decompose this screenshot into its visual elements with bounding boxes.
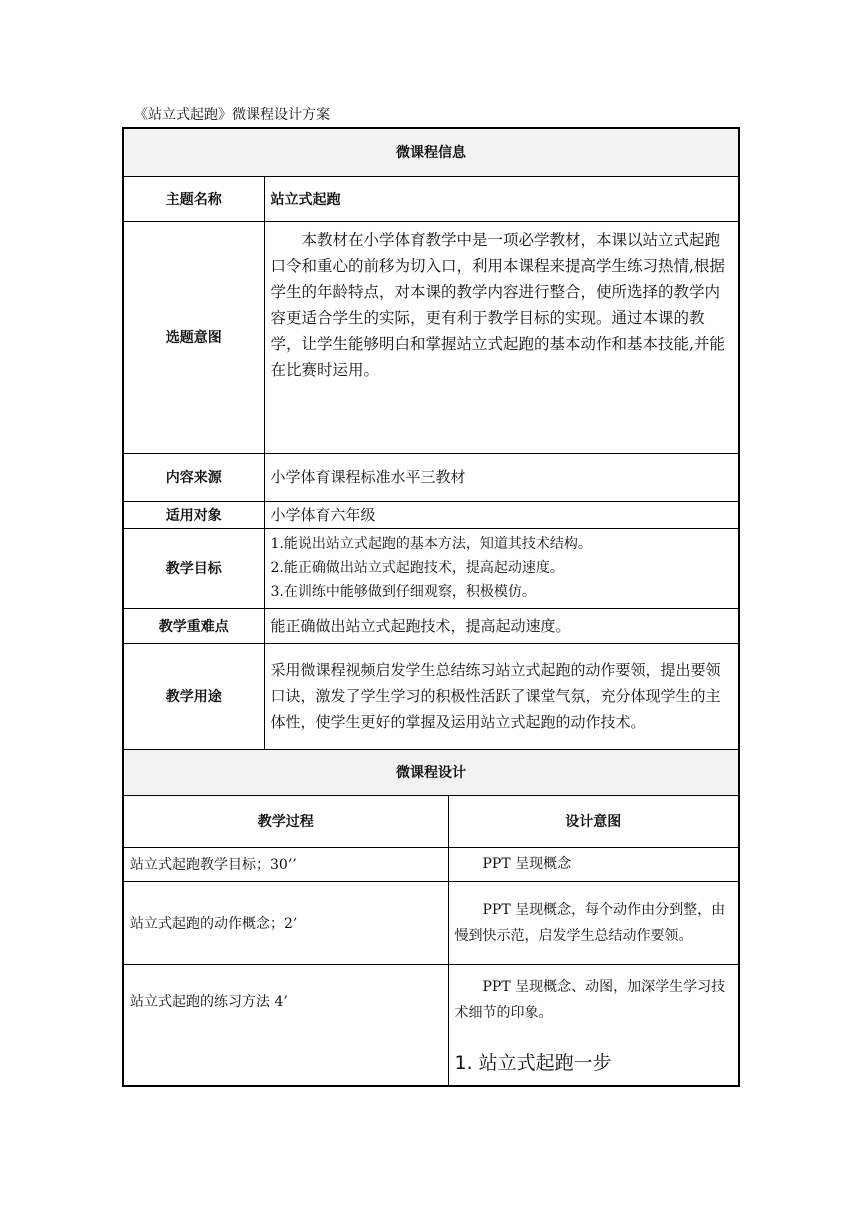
process-cell: 站立式起跑的练习方法 4’ bbox=[123, 964, 448, 1086]
intent-text: PPT 呈现概念、动图，加深学生学习技术细节的印象。 bbox=[454, 978, 726, 1021]
section-header-design: 微课程设计 bbox=[123, 749, 739, 795]
label-key-points: 教学重难点 bbox=[123, 608, 264, 643]
document-title: 《站立式起跑》微课程设计方案 bbox=[134, 107, 330, 123]
goal-item: 2.能正确做出站立式起跑技术，提高起动速度。 bbox=[270, 560, 564, 576]
value-topic: 站立式起跑 bbox=[264, 176, 739, 221]
value-key-points: 能正确做出站立式起跑技术，提高起动速度。 bbox=[264, 608, 739, 643]
label-intent: 选题意图 bbox=[123, 221, 264, 453]
column-header-intent: 设计意图 bbox=[448, 795, 739, 847]
value-intent-cell bbox=[264, 221, 739, 453]
label-usage: 教学用途 bbox=[123, 643, 264, 749]
label-goals: 教学目标 bbox=[123, 528, 264, 608]
value-usage: 采用微课程视频启发学生总结练习站立式起跑的动作要领，提出要领口诀，激发了学生学习的积极性活跃了课堂气氛，充分体现学生的主体性，使学生更好的掌握及运用站立式起跑的动作技术。 bbox=[264, 643, 739, 749]
value-intent: 本教材在小学体育教学中是一项必学教材，本课以站立式起跑口令和重心的前移为切入口，利用本课程来提高学生练习热情,根据学生的年龄特点，对本课的教学内容进行整合，使所选择的教学内容更适合学生的实际，更有利于教学目标的实现。通过本课的教学，让学生能够明白和掌握站立式起跑的基本动作和基本技能,并能在比赛时运用。 bbox=[270, 230, 725, 379]
label-source: 内容来源 bbox=[123, 453, 264, 501]
label-audience: 适用对象 bbox=[123, 501, 264, 528]
step-heading: 1. 站立式起跑一步 bbox=[454, 1051, 612, 1074]
intent-cell: PPT 呈现概念，每个动作由分到整，由慢到快示范，启发学生总结动作要领。 bbox=[448, 881, 739, 964]
course-design-table bbox=[122, 127, 740, 1087]
value-audience: 小学体育六年级 bbox=[264, 501, 739, 528]
section-header-info: 微课程信息 bbox=[123, 128, 739, 176]
column-header-process: 教学过程 bbox=[123, 795, 448, 847]
process-cell: 站立式起跑教学目标；30’’ bbox=[123, 847, 448, 881]
intent-cell-with-step bbox=[448, 964, 739, 1086]
goal-item: 1.能说出站立式起跑的基本方法，知道其技术结构。 bbox=[270, 536, 592, 552]
goal-item: 3.在训练中能够做到仔细观察，积极模仿。 bbox=[270, 584, 536, 600]
label-topic: 主题名称 bbox=[123, 176, 264, 221]
goals-list bbox=[264, 528, 739, 608]
process-cell: 站立式起跑的动作概念；2’ bbox=[123, 881, 448, 964]
value-source: 小学体育课程标准水平三教材 bbox=[264, 453, 739, 501]
intent-cell: PPT 呈现概念 bbox=[448, 847, 739, 881]
